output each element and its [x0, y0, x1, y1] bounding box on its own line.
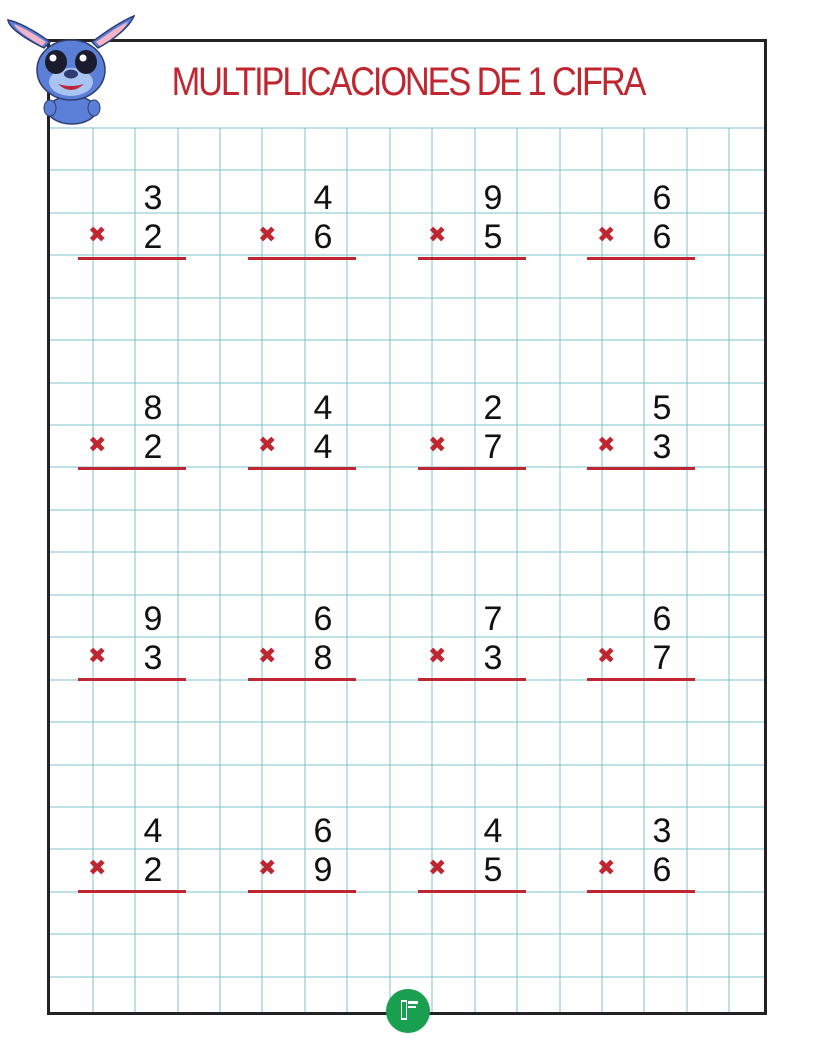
stitch-mascot-icon — [4, 8, 138, 128]
multiplication-problem — [248, 180, 368, 270]
multiplication-problem — [248, 390, 368, 480]
answer-line — [418, 467, 526, 470]
times-icon: ✖ — [88, 856, 107, 881]
multiplication-problem — [78, 180, 198, 270]
times-icon: ✖ — [597, 856, 616, 881]
multiplicand: 6 — [313, 812, 333, 850]
multiplier: 3 — [483, 639, 503, 677]
multiplier: 3 — [652, 428, 672, 466]
answer-line — [78, 890, 186, 893]
multiplicand: 7 — [483, 600, 503, 638]
times-icon: ✖ — [88, 223, 107, 248]
multiplier: 4 — [313, 428, 333, 466]
multiplicand: 3 — [652, 812, 672, 850]
multiplicand: 4 — [143, 812, 163, 850]
multiplicand: 4 — [483, 812, 503, 850]
times-icon: ✖ — [428, 856, 447, 881]
times-icon: ✖ — [428, 433, 447, 458]
times-icon: ✖ — [597, 223, 616, 248]
multiplicand: 3 — [143, 179, 163, 217]
times-icon: ✖ — [428, 644, 447, 669]
answer-line — [248, 257, 356, 260]
answer-line — [248, 890, 356, 893]
publisher-logo-icon — [385, 988, 431, 1034]
multiplier: 8 — [313, 639, 333, 677]
multiplier: 5 — [483, 851, 503, 889]
answer-line — [587, 890, 695, 893]
answer-line — [587, 678, 695, 681]
multiplier: 7 — [483, 428, 503, 466]
multiplier: 2 — [143, 218, 163, 256]
answer-line — [78, 257, 186, 260]
answer-line — [78, 467, 186, 470]
answer-line — [78, 678, 186, 681]
answer-line — [418, 257, 526, 260]
times-icon: ✖ — [597, 644, 616, 669]
times-icon: ✖ — [597, 433, 616, 458]
answer-line — [248, 678, 356, 681]
multiplication-problem — [587, 390, 707, 480]
times-icon: ✖ — [258, 433, 277, 458]
multiplier: 9 — [313, 851, 333, 889]
multiplication-problem — [418, 813, 538, 903]
multiplicand: 6 — [652, 179, 672, 217]
answer-line — [587, 467, 695, 470]
times-icon: ✖ — [258, 644, 277, 669]
multiplication-problem — [587, 601, 707, 691]
page-title: MULTIPLICACIONES DE 1 CIFRA — [171, 60, 645, 104]
answer-line — [418, 890, 526, 893]
multiplicand: 5 — [652, 389, 672, 427]
multiplier: 6 — [652, 218, 672, 256]
multiplicand: 9 — [483, 179, 503, 217]
multiplication-problem — [78, 601, 198, 691]
multiplicand: 6 — [652, 600, 672, 638]
multiplication-problem — [78, 813, 198, 903]
multiplication-problem — [418, 180, 538, 270]
multiplication-problem — [248, 813, 368, 903]
times-icon: ✖ — [428, 223, 447, 248]
multiplication-problem — [587, 180, 707, 270]
multiplicand: 2 — [483, 389, 503, 427]
multiplier: 2 — [143, 428, 163, 466]
multiplicand: 8 — [143, 389, 163, 427]
multiplier: 6 — [313, 218, 333, 256]
multiplicand: 9 — [143, 600, 163, 638]
multiplier: 6 — [652, 851, 672, 889]
multiplication-problem — [418, 601, 538, 691]
multiplication-problem — [78, 390, 198, 480]
answer-line — [248, 467, 356, 470]
answer-line — [587, 257, 695, 260]
multiplier: 3 — [143, 639, 163, 677]
times-icon: ✖ — [258, 223, 277, 248]
answer-line — [418, 678, 526, 681]
multiplicand: 4 — [313, 389, 333, 427]
multiplication-problem — [587, 813, 707, 903]
multiplicand: 6 — [313, 600, 333, 638]
multiplier: 5 — [483, 218, 503, 256]
multiplication-problem — [248, 601, 368, 691]
multiplier: 7 — [652, 639, 672, 677]
times-icon: ✖ — [88, 433, 107, 458]
times-icon: ✖ — [258, 856, 277, 881]
multiplicand: 4 — [313, 179, 333, 217]
multiplication-problem — [418, 390, 538, 480]
times-icon: ✖ — [88, 644, 107, 669]
multiplier: 2 — [143, 851, 163, 889]
